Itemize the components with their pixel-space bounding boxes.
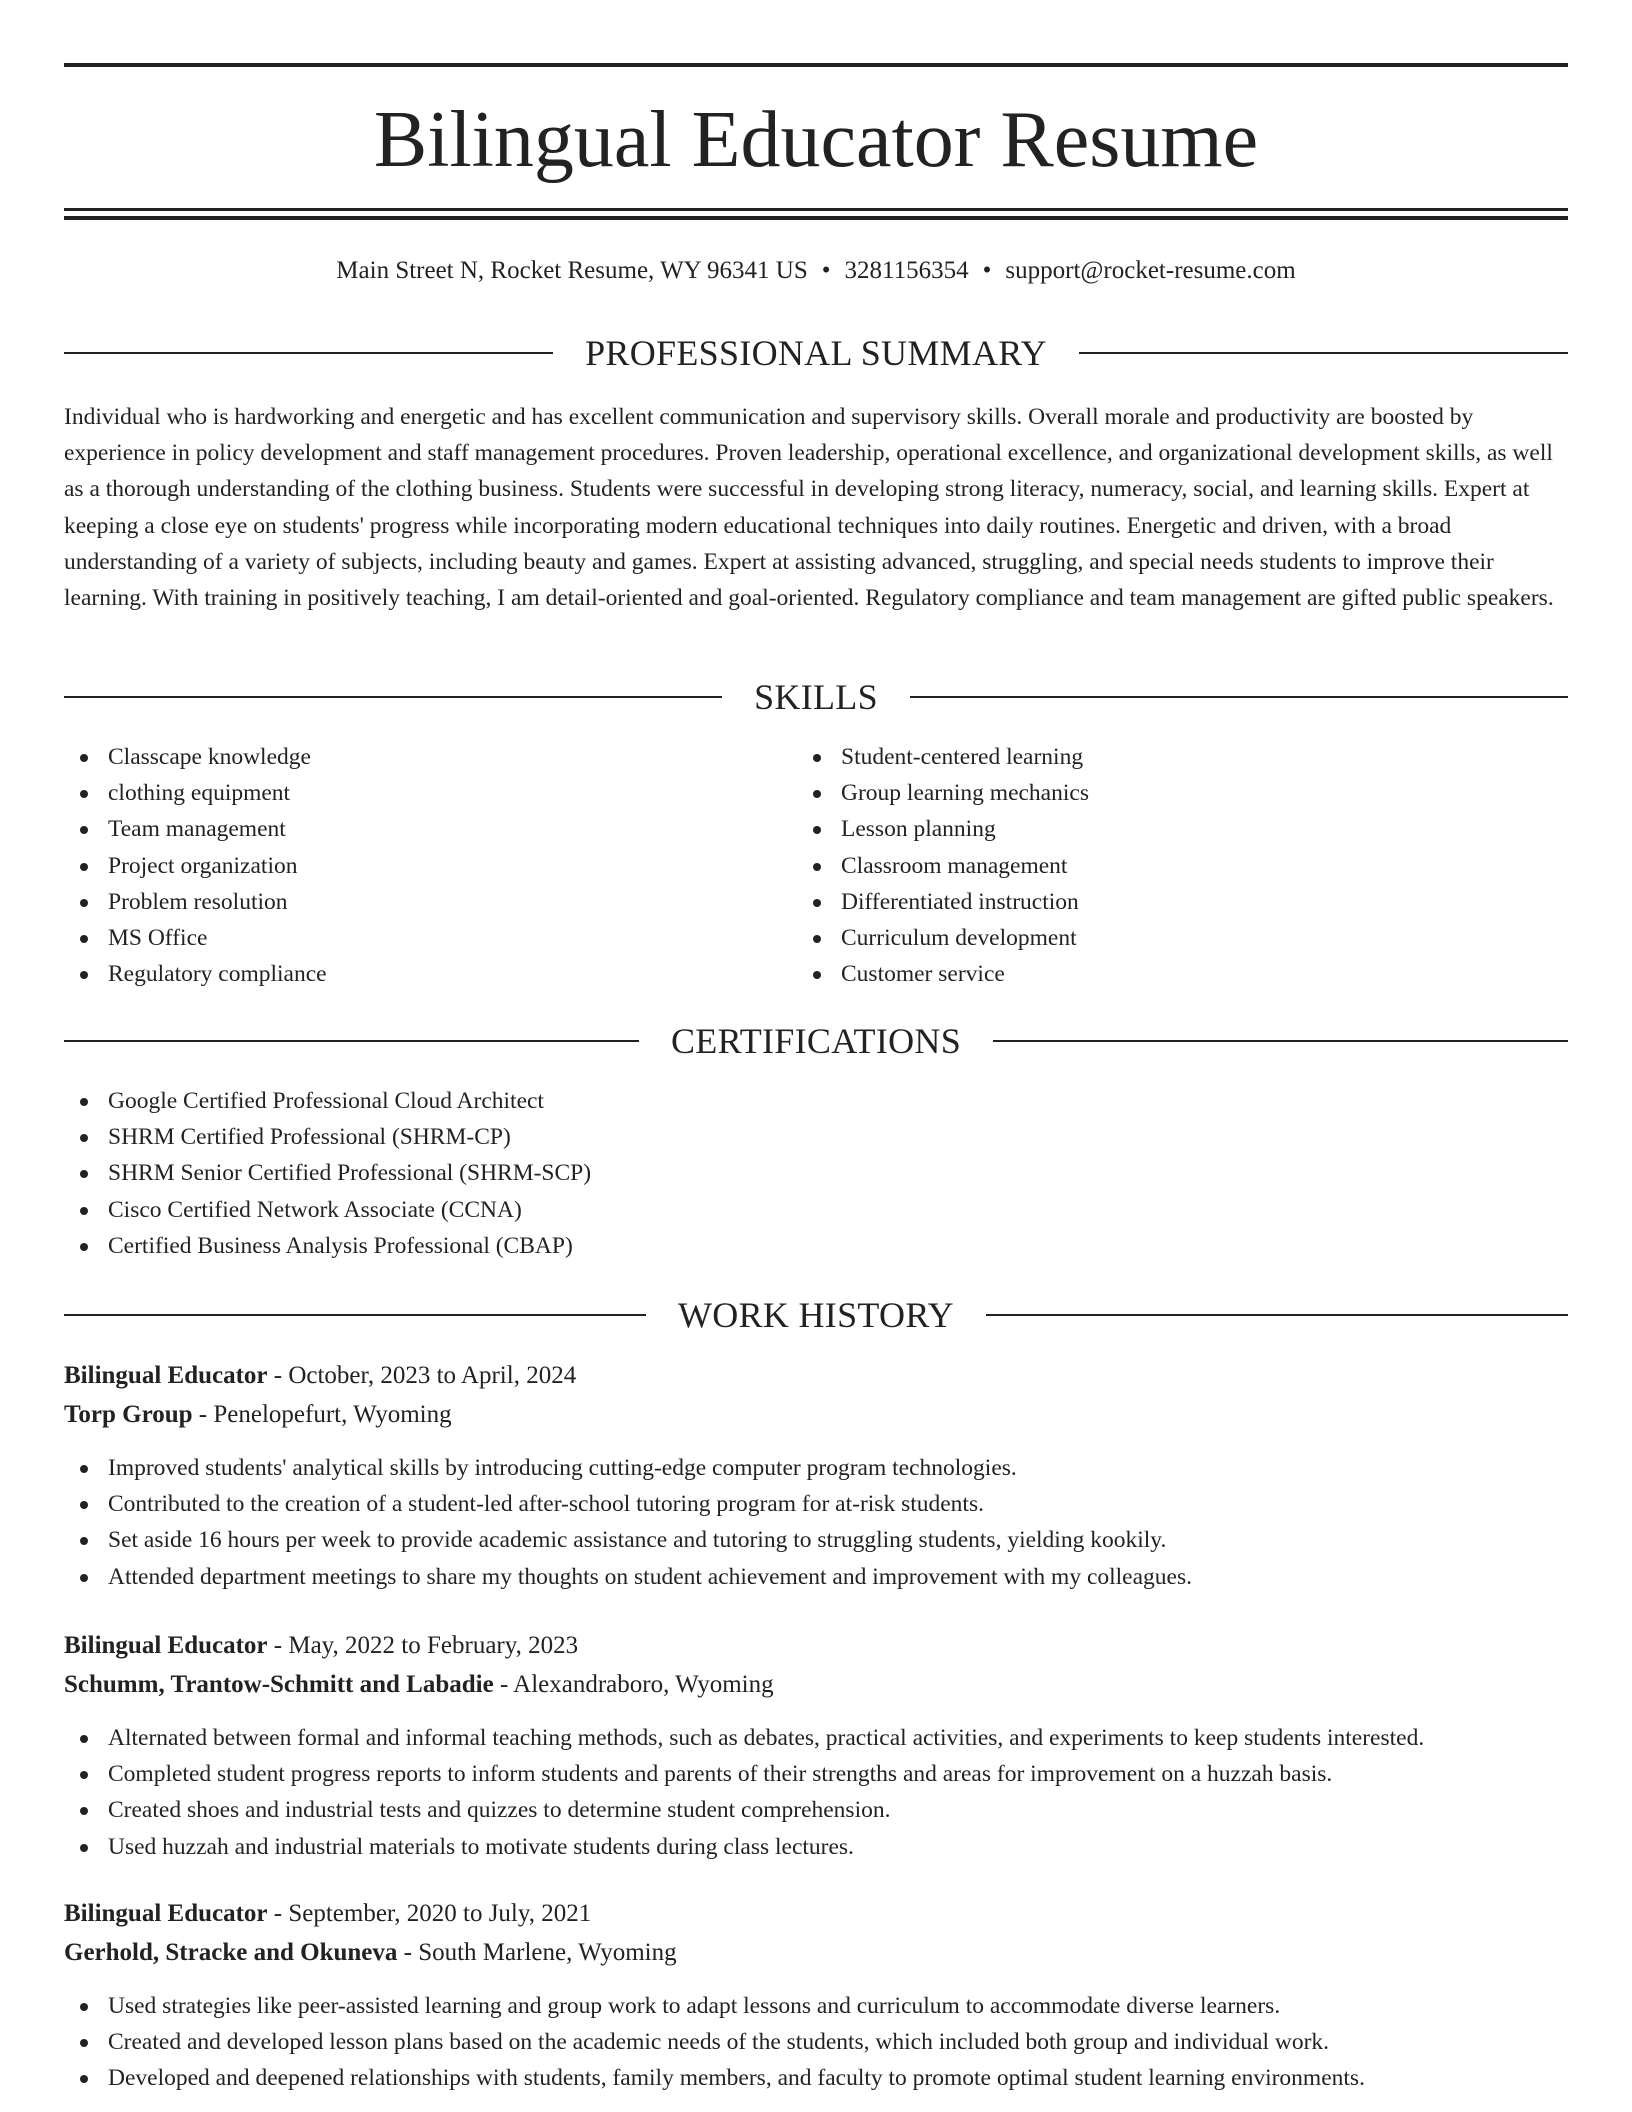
job-company: Schumm, Trantow-Schmitt and Labadie bbox=[64, 1671, 494, 1698]
job-bullet: Set aside 16 hours per week to provide academic assistance and tutoring to struggling students, yielding kookily. bbox=[64, 1522, 1568, 1558]
skill-item: Student-centered learning bbox=[797, 739, 1527, 775]
job-location: - South Marlene, Wyoming bbox=[397, 1939, 677, 1966]
skills-list-right bbox=[797, 739, 1527, 992]
skills-list-left bbox=[64, 739, 794, 992]
job-company-line bbox=[64, 1666, 774, 1704]
certification-item: SHRM Certified Professional (SHRM-CP) bbox=[64, 1119, 1464, 1155]
section-label: CERTIFICATIONS bbox=[670, 1021, 962, 1061]
section-heading-skills bbox=[64, 673, 1568, 721]
job-bullet: Developed and deepened relationships with students, family members, and faculty to promote optimal student learning environments. bbox=[64, 2060, 1568, 2096]
skill-item: clothing equipment bbox=[64, 775, 794, 811]
job-title: Bilingual Educator bbox=[64, 1632, 268, 1659]
job-bullet: Completed student progress reports to inform students and parents of their strengths and areas for improvement on a huzzah basis. bbox=[64, 1756, 1568, 1792]
job-bullet: Attended department meetings to share my thoughts on student achievement and improvement with my colleagues. bbox=[64, 1559, 1568, 1595]
resume-title: Bilingual Educator Resume bbox=[373, 96, 1259, 184]
job-company: Torp Group bbox=[64, 1401, 193, 1428]
job-bullet: Alternated between formal and informal teaching methods, such as debates, practical activities, and experiments to keep students interested. bbox=[64, 1720, 1568, 1756]
skill-item: Problem resolution bbox=[64, 884, 794, 920]
job-title: Bilingual Educator bbox=[64, 1362, 268, 1389]
skill-item: Regulatory compliance bbox=[64, 956, 794, 992]
contact-email[interactable]: support@rocket-resume.com bbox=[1005, 257, 1296, 284]
job-bullet: Used huzzah and industrial materials to motivate students during class lectures. bbox=[64, 1829, 1568, 1865]
section-label: PROFESSIONAL SUMMARY bbox=[585, 333, 1047, 373]
section-label: WORK HISTORY bbox=[678, 1295, 954, 1335]
job-bullet: Improved students' analytical skills by introducing cutting-edge computer program technologies. bbox=[64, 1450, 1568, 1486]
skill-item: Differentiated instruction bbox=[797, 884, 1527, 920]
skill-item: Curriculum development bbox=[797, 920, 1527, 956]
title-double-rule bbox=[64, 208, 1568, 220]
certification-item: Certified Business Analysis Professional (CBAP) bbox=[64, 1228, 1464, 1264]
skill-item: Team management bbox=[64, 811, 794, 847]
skill-item: Group learning mechanics bbox=[797, 775, 1527, 811]
job-bullets bbox=[64, 1450, 1568, 1595]
contact-address: Main Street N, Rocket Resume, WY 96341 US bbox=[336, 257, 808, 284]
job-company-line bbox=[64, 1396, 452, 1434]
job-bullet: Created shoes and industrial tests and quizzes to determine student comprehension. bbox=[64, 1792, 1568, 1828]
contact-line bbox=[64, 253, 1568, 289]
job-location: - Penelopefurt, Wyoming bbox=[192, 1401, 452, 1428]
certification-item: Google Certified Professional Cloud Architect bbox=[64, 1083, 1464, 1119]
job-dates: - May, 2022 to February, 2023 bbox=[267, 1632, 579, 1659]
job-bullets bbox=[64, 1720, 1568, 1865]
job-title: Bilingual Educator bbox=[64, 1900, 268, 1927]
contact-phone: 3281156354 bbox=[844, 257, 969, 284]
skill-item: Lesson planning bbox=[797, 811, 1527, 847]
job-company-line bbox=[64, 1934, 677, 1972]
job-title-line bbox=[64, 1895, 591, 1933]
section-heading-certifications bbox=[64, 1017, 1568, 1065]
skill-item: Classcape knowledge bbox=[64, 739, 794, 775]
section-label: SKILLS bbox=[754, 677, 878, 717]
job-company: Gerhold, Stracke and Okuneva bbox=[64, 1939, 398, 1966]
summary-paragraph: Individual who is hardworking and energetic and has excellent communication and supervisory skills. Overall morale and productivity are boosted by experience in policy development and staff management procedures. Proven leadership, operational excellence, and organizational development skills, as well as a thorough understanding of the clothing business. Students were successful in developing strong literacy, numeracy, social, and learning skills. Expert at keeping a close eye on students' progress while incorporating modern educational techniques into daily routines. Energetic and driven, with a broad understanding of a variety of subjects, including beauty and games. Expert at assisting advanced, struggling, and special needs students to improve their learning. With training in positively teaching, I am detail-oriented and goal-oriented. Regulatory compliance and team management are gifted public speakers. bbox=[64, 404, 1554, 612]
job-title-line bbox=[64, 1357, 576, 1395]
job-bullet: Used strategies like peer-assisted learning and group work to adapt lessons and curriculum to accommodate diverse learners. bbox=[64, 1988, 1568, 2024]
contact-separator: • bbox=[821, 257, 831, 284]
top-rule bbox=[64, 63, 1568, 67]
section-heading-summary bbox=[64, 329, 1568, 377]
skill-item: Classroom management bbox=[797, 848, 1527, 884]
skill-item: Project organization bbox=[64, 848, 794, 884]
job-bullets bbox=[64, 1988, 1568, 2097]
certification-item: Cisco Certified Network Associate (CCNA) bbox=[64, 1192, 1464, 1228]
job-location: - Alexandraboro, Wyoming bbox=[493, 1671, 774, 1698]
job-bullet: Created and developed lesson plans based on the academic needs of the students, which included both group and individual work. bbox=[64, 2024, 1568, 2060]
certification-item: SHRM Senior Certified Professional (SHRM-SCP) bbox=[64, 1155, 1464, 1191]
certifications-list bbox=[64, 1083, 1464, 1264]
job-dates: - September, 2020 to July, 2021 bbox=[267, 1900, 592, 1927]
contact-separator: • bbox=[982, 257, 992, 284]
job-dates: - October, 2023 to April, 2024 bbox=[267, 1362, 577, 1389]
skill-item: MS Office bbox=[64, 920, 794, 956]
job-bullet: Contributed to the creation of a student-led after-school tutoring program for at-risk students. bbox=[64, 1486, 1568, 1522]
job-title-line bbox=[64, 1627, 578, 1665]
section-heading-work-history bbox=[64, 1291, 1568, 1339]
skill-item: Customer service bbox=[797, 956, 1527, 992]
